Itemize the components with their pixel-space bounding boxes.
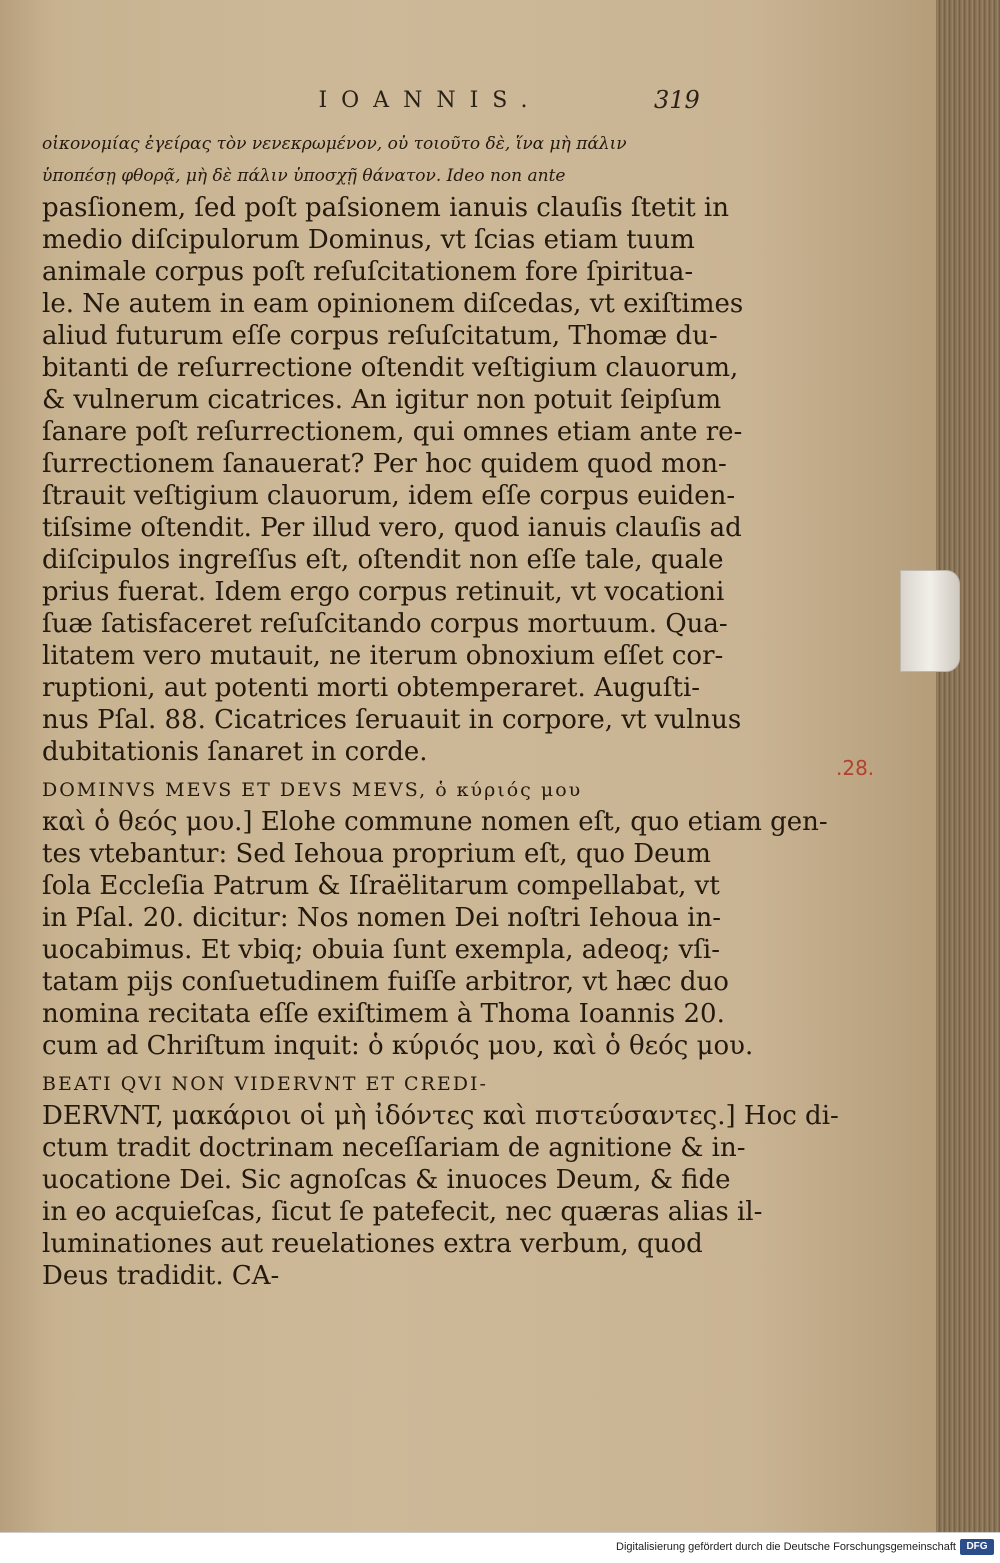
text-line: bitanti de reſurrectione oſtendit veſtigium clauorum, [42,353,739,383]
text-line: ſola Eccleſia Patrum & Iſraëlitarum compellabat, vt [42,871,720,901]
text-line: cum ad Chriſtum inquit: ὁ κύριός μου, καὶ ὁ θεός μου. [42,1031,754,1061]
text-line: tatam pijs conſuetudinem fuiſſe arbitror, vt hæc duo [42,967,729,997]
text-line: in Pſal. 20. dicitur: Nos nomen Dei noſtri Iehoua in- [42,903,722,933]
text-line: animale corpus poſt reſuſcitationem fore ſpiritua- [42,257,694,287]
text-line: le. Ne autem in eam opinionem diſcedas, vt exiſtimes [42,289,744,319]
text-line: luminationes aut reuelationes extra verbum, quod [42,1229,703,1259]
text-line: ſanare poſt reſurrectionem, qui omnes etiam ante re- [42,417,743,447]
text-line: diſcipulos ingreſſus eſt, oſtendit non eſſe tale, quale [42,545,724,575]
text-line: ὑποπέσῃ φθορᾷ, μὴ δὲ πάλιν ὑποσχῇ θάνατον. Ideo non ante [42,166,566,186]
text-line: nus Pſal. 88. Cicatrices ſeruauit in corpore, vt vulnus [42,705,742,735]
text-line: DOMINVS MEVS ET DEVS MEVS, ὁ κύριός μου [42,779,583,801]
text-line: prius fuerat. Idem ergo corpus retinuit, vt vocationi [42,577,725,607]
text-line: tes vtebantur: Sed Iehoua proprium eſt, quo Deum [42,839,711,869]
text-line: οἰκονομίας ἐγείρας τὸν νενεκρωμένον, οὐ τοιοῦτο δὲ, ἵνα μὴ πάλιν [42,134,627,154]
margin-note: .28. [836,756,875,780]
text-line: ſurrectionem ſanauerat? Per hoc quidem quod mon- [42,449,727,479]
text-block [42,128,839,1292]
text-line: aliud futurum eſſe corpus reſuſcitatum, Thomæ du- [42,321,718,351]
page-tab-marker [900,570,960,672]
dfg-logo-icon: DFG [960,1539,994,1555]
text-line: ruptioni, aut potenti morti obtemperaret. Auguſti- [42,673,701,703]
page-number: 319 [654,86,700,114]
text-line: pasſionem, ſed poſt paſsionem ianuis clauſis ſtetit in [42,193,729,223]
page-fore-edge [936,0,1000,1532]
text-line: medio diſcipulorum Dominus, vt ſcias etiam tuum [42,225,695,255]
footer-credit: Digitalisierung gefördert durch die Deutsche Forschungsgemeinschaft [616,1541,956,1553]
text-line: uocabimus. Et vbiq; obuia ſunt exempla, adeoq; vſi- [42,935,720,965]
text-line: litatem vero mutauit, ne iterum obnoxium eſſet cor- [42,641,724,671]
text-line: BEATI QVI NON VIDERVNT ET CREDI- [42,1073,488,1095]
text-line: ſtrauit veſtigium clauorum, idem eſſe corpus euiden- [42,481,736,511]
text-line: uocatione Dei. Sic agnoſcas & inuoces Deum, & fide [42,1165,731,1195]
text-line: tiſsime oſtendit. Per illud vero, quod ianuis clauſis ad [42,513,742,543]
footer-bar [0,1532,1000,1563]
text-line: καὶ ὁ θεός μου.] Elohe commune nomen eſt, quo etiam gen- [42,807,828,837]
text-line: Deus tradidit. CA- [42,1261,280,1291]
text-line: & vulnerum cicatrices. An igitur non potuit ſeipſum [42,385,722,415]
text-line: in eo acquieſcas, ſicut ſe patefecit, nec quæras alias il- [42,1197,763,1227]
text-line: DERVNT, μακάριοι οἱ μὴ ἰδόντες καὶ πιστεύσαντες.] Hoc di- [42,1101,839,1131]
running-head: IOANNIS. [318,88,542,113]
text-line: dubitationis ſanaret in corde. [42,737,428,767]
text-line: ctum tradit doctrinam neceſſariam de agnitione & in- [42,1133,746,1163]
text-line: nomina recitata eſſe exiſtimem à Thoma Ioannis 20. [42,999,725,1029]
text-line: ſuæ ſatisfaceret reſuſcitando corpus mortuum. Qua- [42,609,728,639]
